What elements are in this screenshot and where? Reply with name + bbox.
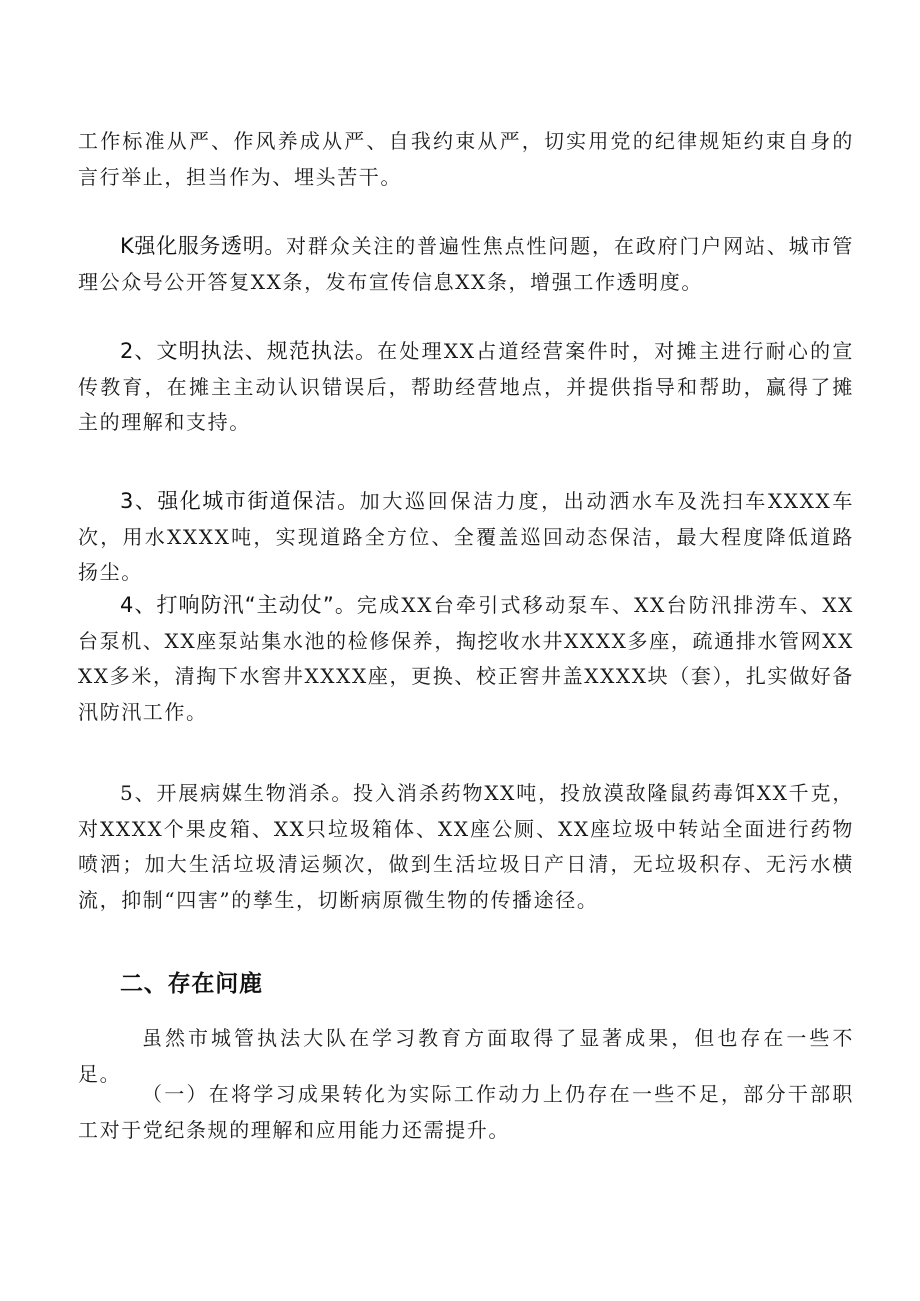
section-heading: 二、存在问鹿	[120, 971, 263, 997]
paragraph-lead: K强化服务透明。	[120, 234, 287, 258]
paragraph-text: 在处理XX占道经营案件时，对摊主进行耐心的宣传教育，在摊主主动认识错误后，帮助经营地点，并提供指导和帮助，赢得了摊主的理解和支持。	[78, 339, 854, 434]
paragraph-text: 工作标准从严、作风养成从严、自我约束从严，切实用党的纪律规矩约束自身的言行举止，担当作为、埋头苦干。	[78, 129, 854, 189]
paragraph-disinfection	[78, 776, 854, 918]
paragraph-lead: 2、文明执法、规范执法。	[120, 339, 378, 363]
paragraph-flood-prevention	[78, 588, 854, 730]
paragraph-discipline	[78, 124, 854, 195]
paragraph-text: 加大巡回保洁力度，出动洒水车及洗扫车XXXX车次，用水XXXX吨，实现道路全方位、全覆盖巡回动态保洁，最大程度降低道路扬尘。	[78, 489, 854, 584]
paragraph-street-cleaning	[78, 484, 854, 591]
paragraph-text: （一）在将学习成果转化为实际工作动力上仍存在一些不足，部分干部职工对于党纪条规的理解和应用能力还需提升。	[78, 1082, 854, 1142]
paragraph-lead: 4、打响防汛“主动仗”。	[120, 593, 357, 617]
section-item-one	[78, 1077, 854, 1148]
paragraph-civil-enforcement	[78, 334, 854, 441]
paragraph-text: 对群众关注的普遍性焦点性问题，在政府门户网站、城市管理公众号公开答复XX条，发布宣传信息XX条，增强工作透明度。	[78, 234, 854, 294]
paragraph-lead: 3、强化城市街道保洁。	[120, 489, 360, 513]
paragraph-text: 虽然市城管执法大队在学习教育方面取得了显著成果，但也存在一些不足。	[78, 1026, 854, 1086]
paragraph-service-transparency	[78, 229, 854, 300]
paragraph-text: 5、开展病媒生物消杀。投入消杀药物XX吨，投放漠敌隆鼠药毒饵XX千克，对XXXX个果皮箱、XX只垃圾箱体、XX座公厕、XX座垃圾中转站全面进行药物喷洒；加大生活垃圾清运频次，做到生活垃圾日产日清，无垃圾积存、无污水横流，抑制“四害”的孳生，切断病原微生物的传播途径。	[78, 781, 854, 912]
paragraph-text: 完成XX台牵引式移动泵车、XX台防汛排涝车、XX台泵机、XX座泵站集水池的检修保养，掏挖收水井XXXX多座，疏通排水管网XXXX多米，清掏下水窖井XXXX座，更换、校正窖井盖XXXX块（套），扎实做好备汛防汛工作。	[78, 593, 854, 724]
